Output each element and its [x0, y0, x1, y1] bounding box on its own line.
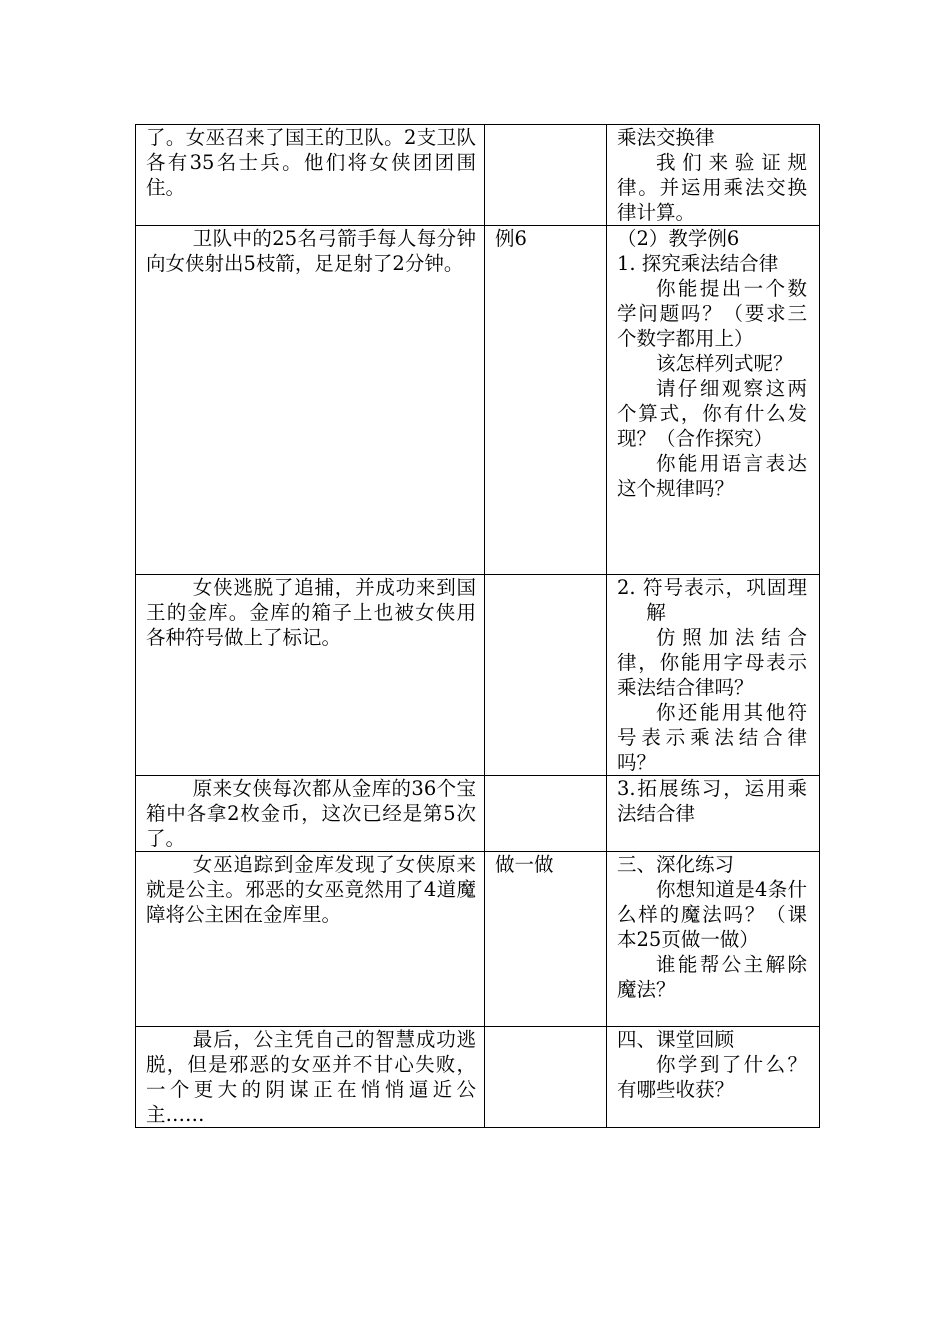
story-cell: [136, 125, 485, 226]
teaching-title: 乘法交换律: [617, 126, 715, 149]
teaching-subtitle: 1. 探究乘法结合律: [617, 252, 779, 275]
story-text: 原来女侠每次都从金库的36个宝箱中各拿2枚金币，这次已经是第5次了。: [146, 777, 476, 850]
teaching-line: 仿照加法结合律，你能用字母表示乘法结合律吗？: [617, 626, 807, 699]
teaching-line: 请仔细观察这两个算式，你有什么发现？（合作探究）: [617, 377, 807, 450]
teaching-cell: [607, 226, 820, 575]
teaching-line: 你学到了什么？有哪些收获？: [617, 1053, 807, 1101]
example-cell: [485, 852, 607, 1027]
teaching-cell: [607, 575, 820, 776]
example-cell: [485, 226, 607, 575]
story-text: 女侠逃脱了追捕，并成功来到国王的金库。金库的箱子上也被女侠用各种符号做上了标记。: [146, 576, 476, 649]
table-row: [136, 776, 820, 852]
teaching-title: 2. 符号表示，巩固理解: [617, 576, 807, 624]
example-cell: [485, 125, 607, 226]
table-row: [136, 125, 820, 226]
teaching-cell: [607, 776, 820, 852]
example-label: 做一做: [495, 853, 554, 876]
teaching-line: 你能提出一个数学问题吗？（要求三个数字都用上）: [617, 277, 807, 350]
story-cell: [136, 776, 485, 852]
teaching-line: 我们来验证规律。并运用乘法交换律计算。: [617, 151, 807, 224]
story-cell: [136, 226, 485, 575]
teaching-line: 你想知道是4条什么样的魔法吗？（课本25页做一做）: [617, 878, 807, 951]
teaching-cell: [607, 1027, 820, 1128]
teaching-line: 谁能帮公主解除魔法？: [617, 953, 807, 1001]
example-cell: [485, 776, 607, 852]
story-text: 女巫追踪到金库发现了女侠原来就是公主。邪恶的女巫竟然用了4道魔障将公主困在金库里。: [146, 853, 476, 926]
teaching-line: 该怎样列式呢？: [656, 352, 793, 375]
story-text: 了。女巫召来了国王的卫队。2支卫队各有35名士兵。他们将女侠团团围住。: [146, 126, 476, 199]
story-text: 最后，公主凭自己的智慧成功逃脱，但是邪恶的女巫并不甘心失败，一个更大的阴谋正在悄悄逼近公主……: [146, 1028, 476, 1126]
example-cell: [485, 575, 607, 776]
teaching-title: （2）教学例6: [617, 227, 740, 250]
teaching-line: 你还能用其他符号表示乘法结合律吗？: [617, 701, 807, 774]
table-row: [136, 852, 820, 1027]
teaching-cell: [607, 125, 820, 226]
example-label: 例6: [495, 227, 527, 250]
teaching-title: 三、深化练习: [617, 853, 735, 876]
teaching-title: 3.拓展练习，运用乘法结合律: [617, 777, 807, 825]
table-row: [136, 575, 820, 776]
story-cell: [136, 575, 485, 776]
teaching-cell: [607, 852, 820, 1027]
teaching-line: 你能用语言表达这个规律吗？: [617, 452, 807, 500]
story-cell: [136, 852, 485, 1027]
story-cell: [136, 1027, 485, 1128]
lesson-plan-table: [135, 124, 820, 1128]
example-cell: [485, 1027, 607, 1128]
teaching-title: 四、课堂回顾: [617, 1028, 735, 1051]
story-text: 卫队中的25名弓箭手每人每分钟向女侠射出5枝箭，足足射了2分钟。: [146, 227, 476, 275]
table-row: [136, 1027, 820, 1128]
table-row: [136, 226, 820, 575]
